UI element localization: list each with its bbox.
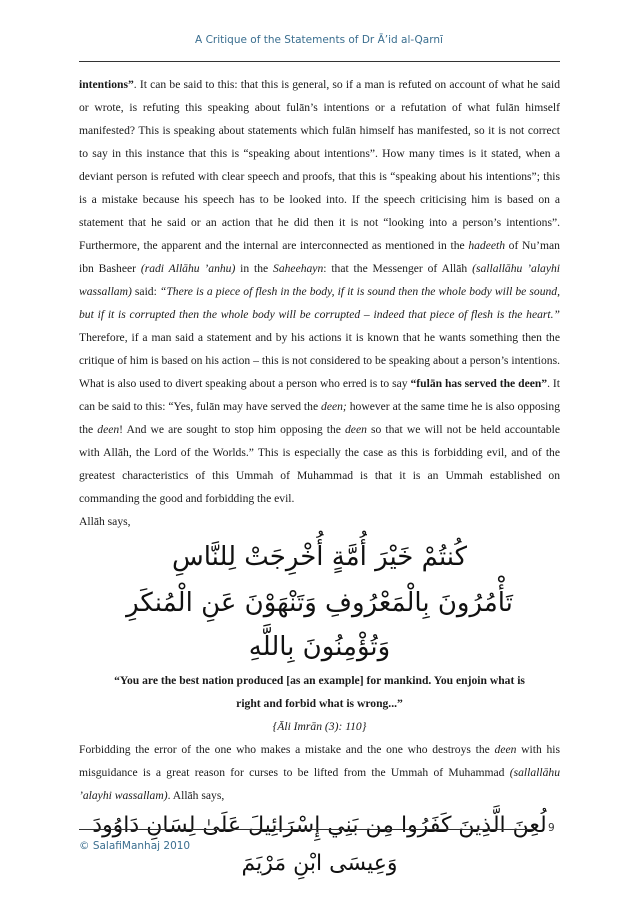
- verse-translation-line-2: right and forbid what is wrong...”: [236, 697, 403, 710]
- italic-term-hadeeth: hadeeth: [468, 239, 506, 252]
- text-span: however at the same time he is also opposing the: [79, 400, 560, 436]
- verse-reference: [79, 715, 560, 738]
- italic-honorific: (sallallāhu ’alayhi wassallam): [79, 262, 560, 298]
- italic-honorific: (sallallāhu ’alayhi wassallam): [79, 766, 560, 802]
- text-span: said:: [131, 285, 160, 298]
- italic-term-deen: deen: [494, 743, 517, 756]
- arabic-verse-line-3: لُعِنَ الَّذِينَ كَفَرُوا مِن بَنِي إِسْرَائِيلَ عَلَىٰ لِسَانِ دَاوُودَ وَعِيسَى ابْنِ مَرْيَمَ: [92, 813, 547, 876]
- paragraph-allah-says: Allāh says,: [79, 515, 131, 528]
- verse-translation-line-1: “You are the best nation produced [as an example] for mankind. You enjoin what is: [114, 674, 525, 687]
- header-rule: [79, 61, 560, 62]
- text-span: so that we will not be held accountable with Allāh, the Lord of the Worlds.” This is especially the case as this is forbidding evil, and of the greatest characteristics of this Ummah of Muhammad is that it is an Ummah established on commanding the good and forbidding the evil.: [79, 423, 561, 505]
- arabic-verse-line-1: كُنتُمْ خَيْرَ أُمَّةٍ أُخْرِجَتْ لِلنَّاسِ: [171, 542, 468, 572]
- footer-copyright: © SalafiManhaj 2010: [79, 840, 191, 852]
- text-span: . It can be said to this: that this is general, so if a man is refuted on account of what he said or wrote, is refuting this speaking about fulān’s intentions or a refutation of what fulān himself manifested? This is speaking about statements which fulān himself has manifested, so it is not correct to say in this instance that this is “speaking about intentions”. How many times is it stated, when a deviant person is refuted with clear speech and proofs, that this is “speaking about his intentions”; this is a mistake because his speech has to be looked into. If the speech criticising him is based on a statement that he said or an action that he did then it is not “looking into a person’s intentions”. Furthermore, the apparent and the internal are interconnected as mentioned in the: [79, 78, 560, 252]
- page-header-title: A Critique of the Statements of Dr Ā’id al-Qarnī: [195, 34, 443, 46]
- italic-honorific: (radi Allāhu ’anhu): [140, 262, 236, 275]
- text-span: : that the Messenger of Allāh: [323, 262, 473, 275]
- footer-rule: [79, 829, 534, 830]
- italic-term-deen: deen: [97, 423, 120, 436]
- text-span: Forbidding the error of the one who makes a mistake and the one who destroys the: [79, 743, 495, 756]
- page-number: 9: [548, 822, 555, 834]
- verse-reference-text: {Āli Imrān (3): 110}: [272, 720, 367, 733]
- verse-translation: [79, 669, 560, 715]
- bold-term-intentions: intentions”: [79, 78, 134, 91]
- italic-term-saheehayn: Saheehayn: [273, 262, 324, 275]
- hadith-quote: “There is a piece of flesh in the body, if it is sound then the whole body will be sound, but if it is corrupted then the whole body will be corrupted – indeed that piece of flesh is the heart.”: [79, 285, 560, 321]
- text-span: Therefore, if a man said a statement and by his actions it is known that he wants something then the critique of him is based on his action – this is not considered to be speaking about a person’s intentions. What is also used to divert speaking about a person who erred is to say: [79, 331, 560, 390]
- paragraph-forbidding-error: [79, 738, 560, 807]
- text-span: of Nu’man ibn Basheer: [79, 239, 560, 275]
- italic-term-deen: deen: [345, 423, 367, 436]
- text-span: in the: [235, 262, 274, 275]
- document-body: [79, 73, 560, 883]
- bold-phrase: “fulān has served the deen”: [410, 377, 548, 390]
- arabic-verse-line-2: تَأْمُرُونَ بِالْمَعْرُوفِ وَتَنْهَوْنَ عَنِ الْمُنكَرِ وَتُؤْمِنُونَ بِاللَّهِ: [126, 588, 513, 662]
- italic-term-deen: deen;: [321, 400, 347, 413]
- text-span: . Allāh says,: [167, 789, 225, 802]
- paragraph-intentions: [79, 73, 560, 510]
- text-span: with his misguidance is a great reason for curses to be lifted from the Ummah of Muhammad: [79, 743, 560, 779]
- text-span: ! And we are sought to stop him opposing the: [119, 423, 345, 436]
- text-span: . It can be said to this: “Yes, fulān may have served the: [79, 377, 560, 413]
